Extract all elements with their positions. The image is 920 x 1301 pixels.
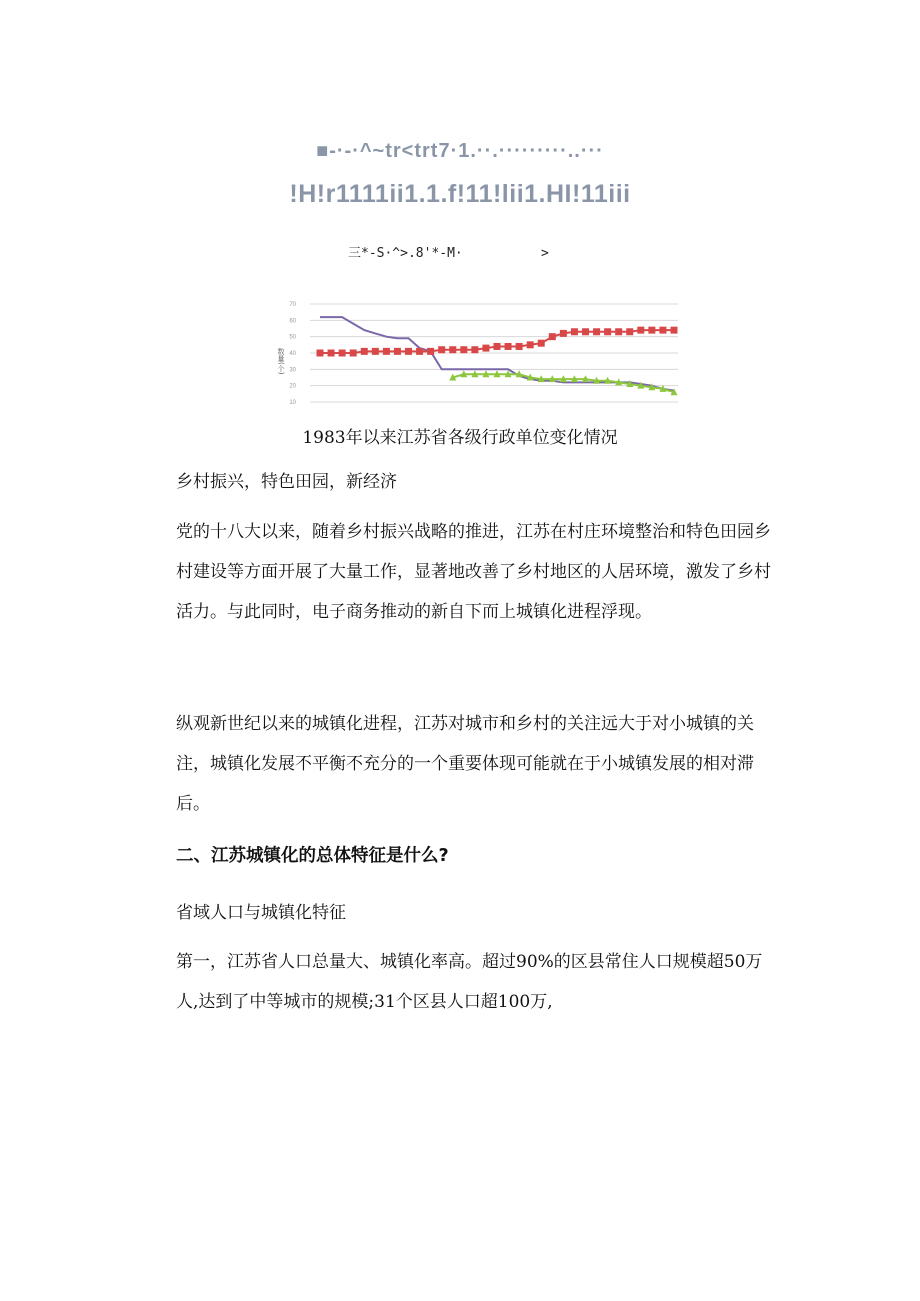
- data-point: [372, 348, 379, 355]
- data-point: [549, 333, 556, 340]
- data-point: [648, 327, 655, 334]
- admin-units-line-chart: [278, 298, 680, 404]
- data-point: [471, 346, 478, 353]
- y-tick-label: 20: [289, 383, 296, 390]
- paragraph-population: 第一，江苏省人口总量大、城镇化率高。超过90%的区县常住人口规模超50万人,达到了中等城市的规模;31个区县人口超100万,: [176, 952, 763, 1012]
- y-axis-label: 数量(个): [277, 348, 285, 375]
- data-point: [582, 328, 589, 335]
- garbled-header-line-1: ■-·-·^~tr<trt7·1.··.·········..···: [316, 140, 604, 162]
- garbled-header-line-2: !H!r1111ii1.1.f!11!lii1.HI!11iii: [289, 180, 631, 208]
- data-point: [361, 348, 368, 355]
- data-point: [449, 346, 456, 353]
- y-tick-label: 30: [289, 367, 296, 374]
- data-point: [427, 348, 434, 355]
- y-tick-label: 50: [289, 334, 296, 341]
- data-point: [383, 348, 390, 355]
- data-point: [626, 328, 633, 335]
- data-point: [339, 350, 346, 357]
- paragraph-rural-revitalization: 党的十八大以来，随着乡村振兴战略的推进，江苏在村庄环境整治和特色田园乡村建设等方面开展了大量工作，显著地改善了乡村地区的人居环境，激发了乡村活力。与此同时，电子商务推动的新自下而上城镇化进程浮现。: [176, 522, 771, 622]
- data-point: [416, 348, 423, 355]
- data-point: [615, 328, 622, 335]
- y-tick-label: 10: [289, 400, 296, 406]
- data-point: [317, 350, 324, 357]
- paragraph-small-towns: 纵观新世纪以来的城镇化进程，江苏对城市和乡村的关注远大于对小城镇的关注，城镇化发展不平衡不充分的一个重要体现可能就在于小城镇发展的相对滞后。: [176, 714, 754, 814]
- data-point: [482, 345, 489, 352]
- data-point: [593, 328, 600, 335]
- section-heading: 二、江苏城镇化的总体特征是什么?: [176, 846, 449, 866]
- data-point: [637, 327, 644, 334]
- data-point: [460, 346, 467, 353]
- data-point: [571, 328, 578, 335]
- y-tick-label: 40: [289, 351, 296, 357]
- subtitle-rural-revitalization: 乡村振兴，特色田园，新经济: [176, 472, 397, 492]
- subtitle-population: 省域人口与城镇化特征: [176, 903, 346, 923]
- data-point: [659, 327, 666, 334]
- data-point: [438, 346, 445, 353]
- data-point: [328, 350, 335, 357]
- data-point: [350, 350, 357, 357]
- data-point: [527, 341, 534, 348]
- data-point: [494, 343, 501, 350]
- data-point: [560, 330, 567, 337]
- data-point: [671, 327, 678, 334]
- data-point: [505, 343, 512, 350]
- data-point: [538, 340, 545, 347]
- data-point: [604, 328, 611, 335]
- data-point: [516, 343, 523, 350]
- data-point: [394, 348, 401, 355]
- y-tick-label: 60: [289, 318, 296, 325]
- data-point: [405, 348, 412, 355]
- chart-caption: 1983年以来江苏省各级行政单位变化情况: [302, 428, 618, 448]
- garbled-header-line-3: 三*-S·^>.8'*-M· >: [348, 246, 549, 261]
- y-tick-label: 70: [289, 302, 296, 308]
